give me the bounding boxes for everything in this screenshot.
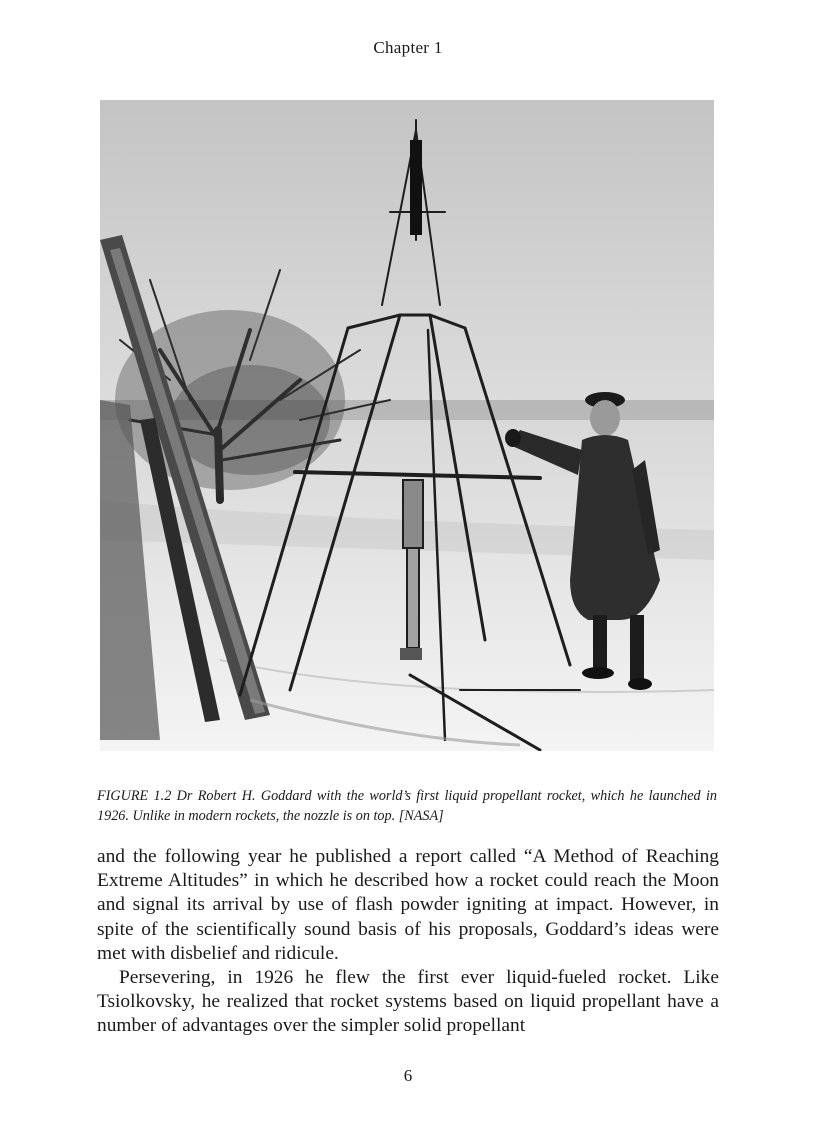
page-number: 6 (403, 1066, 413, 1085)
figure-caption (97, 786, 717, 826)
running-head: Chapter 1 (373, 38, 443, 57)
paragraph: and the following year he published a report called “A Method of Reaching Extreme Altitudes” in which he described how a rocket could reach the Moon and signal its arrival by use of flash powder igniting at impact. However, in spite of the scientifically sound basis of his proposals, Goddard’s ideas were met with disbelief and ridicule. (97, 846, 719, 964)
caption-text: FIGURE 1.2 Dr Robert H. Goddard with the world’s first liquid propellant rocket, which he launched in 1926. Unlike in modern rockets, the nozzle is on top. [NASA] (97, 788, 717, 824)
body-text (97, 845, 719, 1039)
rocket-motor (410, 140, 422, 235)
figure-photograph (100, 100, 714, 751)
paragraph: Persevering, in 1926 he flew the first ever liquid-fueled rocket. Like Tsiolkovsky, he realized that rocket systems based on liquid propellant have a number of advantages over the simpler solid propellant (97, 967, 719, 1037)
